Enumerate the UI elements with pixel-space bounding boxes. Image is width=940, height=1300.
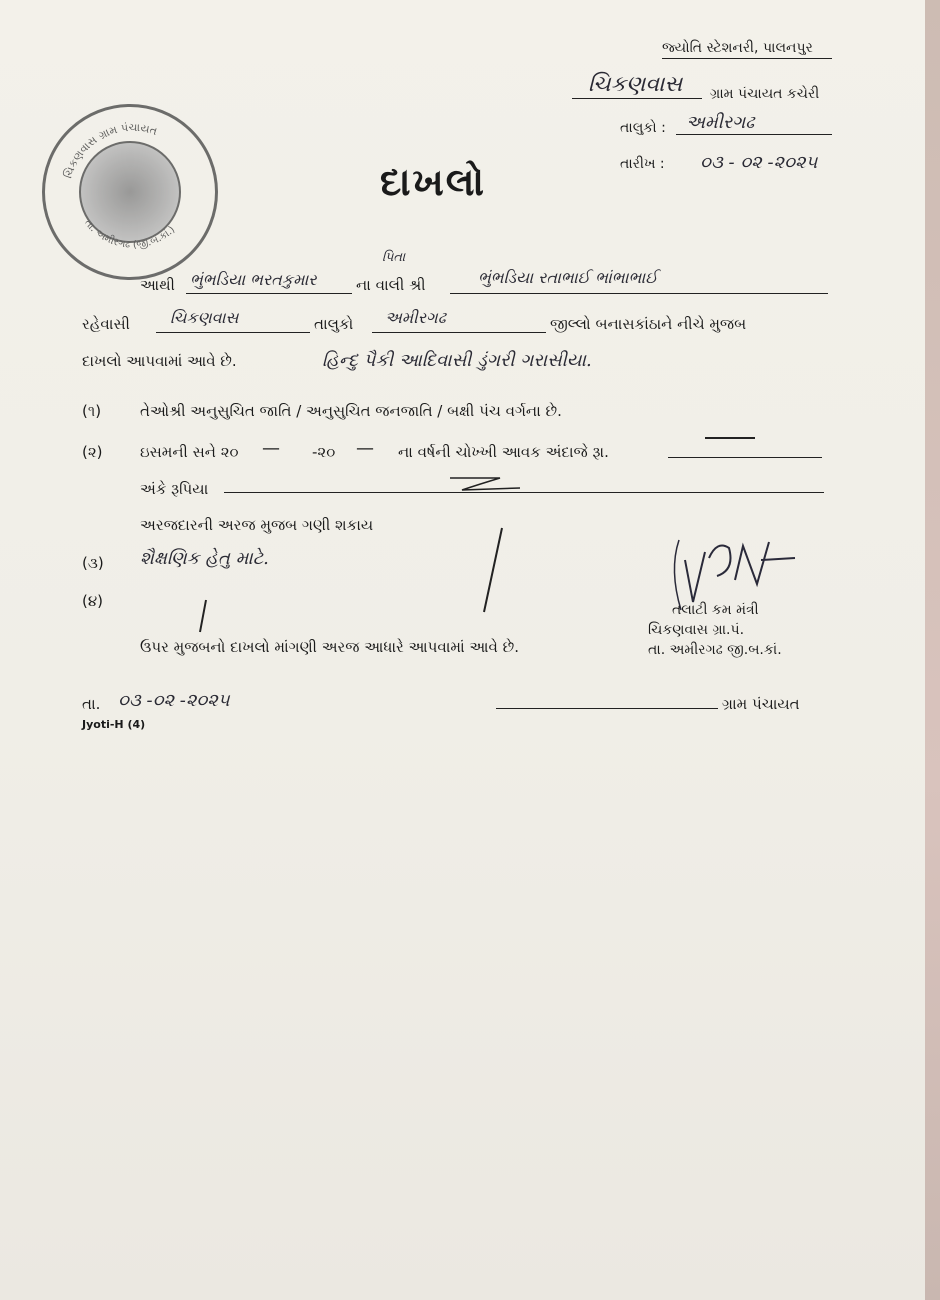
stamp-bottom-text: તા. અમીરગઢ (જી.બ.કાં.) [81,217,178,251]
stamp-ring-text [45,107,221,283]
svg-text:તા. અમીરગઢ (જી.બ.કાં.) [82,218,177,251]
header-village-line [572,98,702,99]
line1-parent-name: ભુંભડિયા રતાભાઈ ભાંભાભાઈ [478,268,658,287]
line1-relation: ના વાલી શ્રી [356,276,426,294]
footer-date-label: તા. [82,695,101,713]
item2-words-scribble [440,470,540,494]
line1-relation-handwritten: પિતા [382,250,406,265]
background-surface [925,0,940,1300]
header-village: ચિકણવાસ [588,72,683,97]
item3-number: (૩) [82,554,104,572]
header-taluka-line [676,134,832,135]
line1-prefix: આથી [140,276,175,294]
item1-number: (૧) [82,402,102,420]
line2-taluka: અમીરગઢ [385,308,446,327]
line2-village: ચિકણવાસ [170,308,239,327]
header-taluka-value: અમીરગઢ [686,112,755,133]
item2-dash-a: — [262,438,280,459]
item2-dash-b: — [356,438,374,459]
signatory-title: તલાટી કમ મંત્રી [672,602,759,618]
panchayat-stamp [42,104,218,280]
signatory-taluka: તા. અમીરગઢ જી.બ.કાં. [648,642,782,658]
signatory-office: ચિકણવાસ ગ્રા.પં. [648,622,745,638]
line3-prefix: દાખલો આપવામાં આવે છે. [82,352,237,370]
line2-taluka-label: તાલુકો [314,315,354,333]
footer-office-line [496,708,718,709]
line1-applicant-name: ભુંભડિયા ભરતકુમાર [190,270,317,289]
printer-name: જ્યોતિ સ્ટેશનરી, પાલનપુર [662,40,813,56]
line2-underline-a [156,332,310,333]
item2-number: (૨) [82,443,103,461]
printer-underline [662,58,832,59]
header-taluka-label: તાલુકો : [620,120,666,136]
line1-underline-b [450,293,828,294]
item2-words-label: અંકે રૂપિયા [140,480,209,498]
pen-strokes [180,520,520,650]
item2-text-a: ઇસમની સને ૨૦ [140,443,239,461]
item1-text: તેઓશ્રી અનુસુચિત જાતિ / અનુસુચિત જનજાતિ / બક્ષી પંચ વર્ગના છે. [140,402,562,420]
item2-amount-dash [705,437,755,439]
footer-date: ૦૩ -૦૨ -૨૦૨૫ [118,690,230,711]
line2-suffix: જીલ્લો બનાસકાંઠાને નીચે મુજબ [550,315,747,333]
footer-form-code: Jyoti-H (4) [82,718,146,731]
line3-caste: હિન્દુ પૈકી આદિવાસી ડુંગરી ગરાસીયા. [322,350,592,371]
header-date-label: તારીખ : [620,156,665,172]
header-office-label: ગ્રામ પંચાયત કચેરી [710,86,820,102]
item4-number: (૪) [82,592,104,610]
line2-prefix: રહેવાસી [82,315,130,333]
item2-text-c: ના વર્ષની ચોખ્ખી આવક અંદાજે રૂા. [398,443,609,461]
item2-note: અરજદારની અરજ મુજબ ગણી શકાય [140,516,374,534]
item2-amount-line [668,457,822,458]
document-title: દાખલો [380,160,487,204]
line1-underline-a [186,293,352,294]
footer-office: ગ્રામ પંચાયત [722,695,800,713]
line2-underline-b [372,332,546,333]
stamp-top-text: ચિકણવાસ ગ્રામ પંચાયત [61,120,159,181]
item2-text-b: -૨૦ [312,443,336,461]
closing-statement: ઉપર મુજબનો દાખલો માંગણી અરજ આધારે આપવામાં આવે છે. [140,638,519,656]
header-date-value: ૦૩ - ૦૨ -૨૦૨૫ [700,152,818,173]
svg-text:ચિકણવાસ ગ્રામ પંચાયત [61,121,158,180]
item3-text: શૈક્ષણિક હેતુ માટે. [140,548,269,569]
